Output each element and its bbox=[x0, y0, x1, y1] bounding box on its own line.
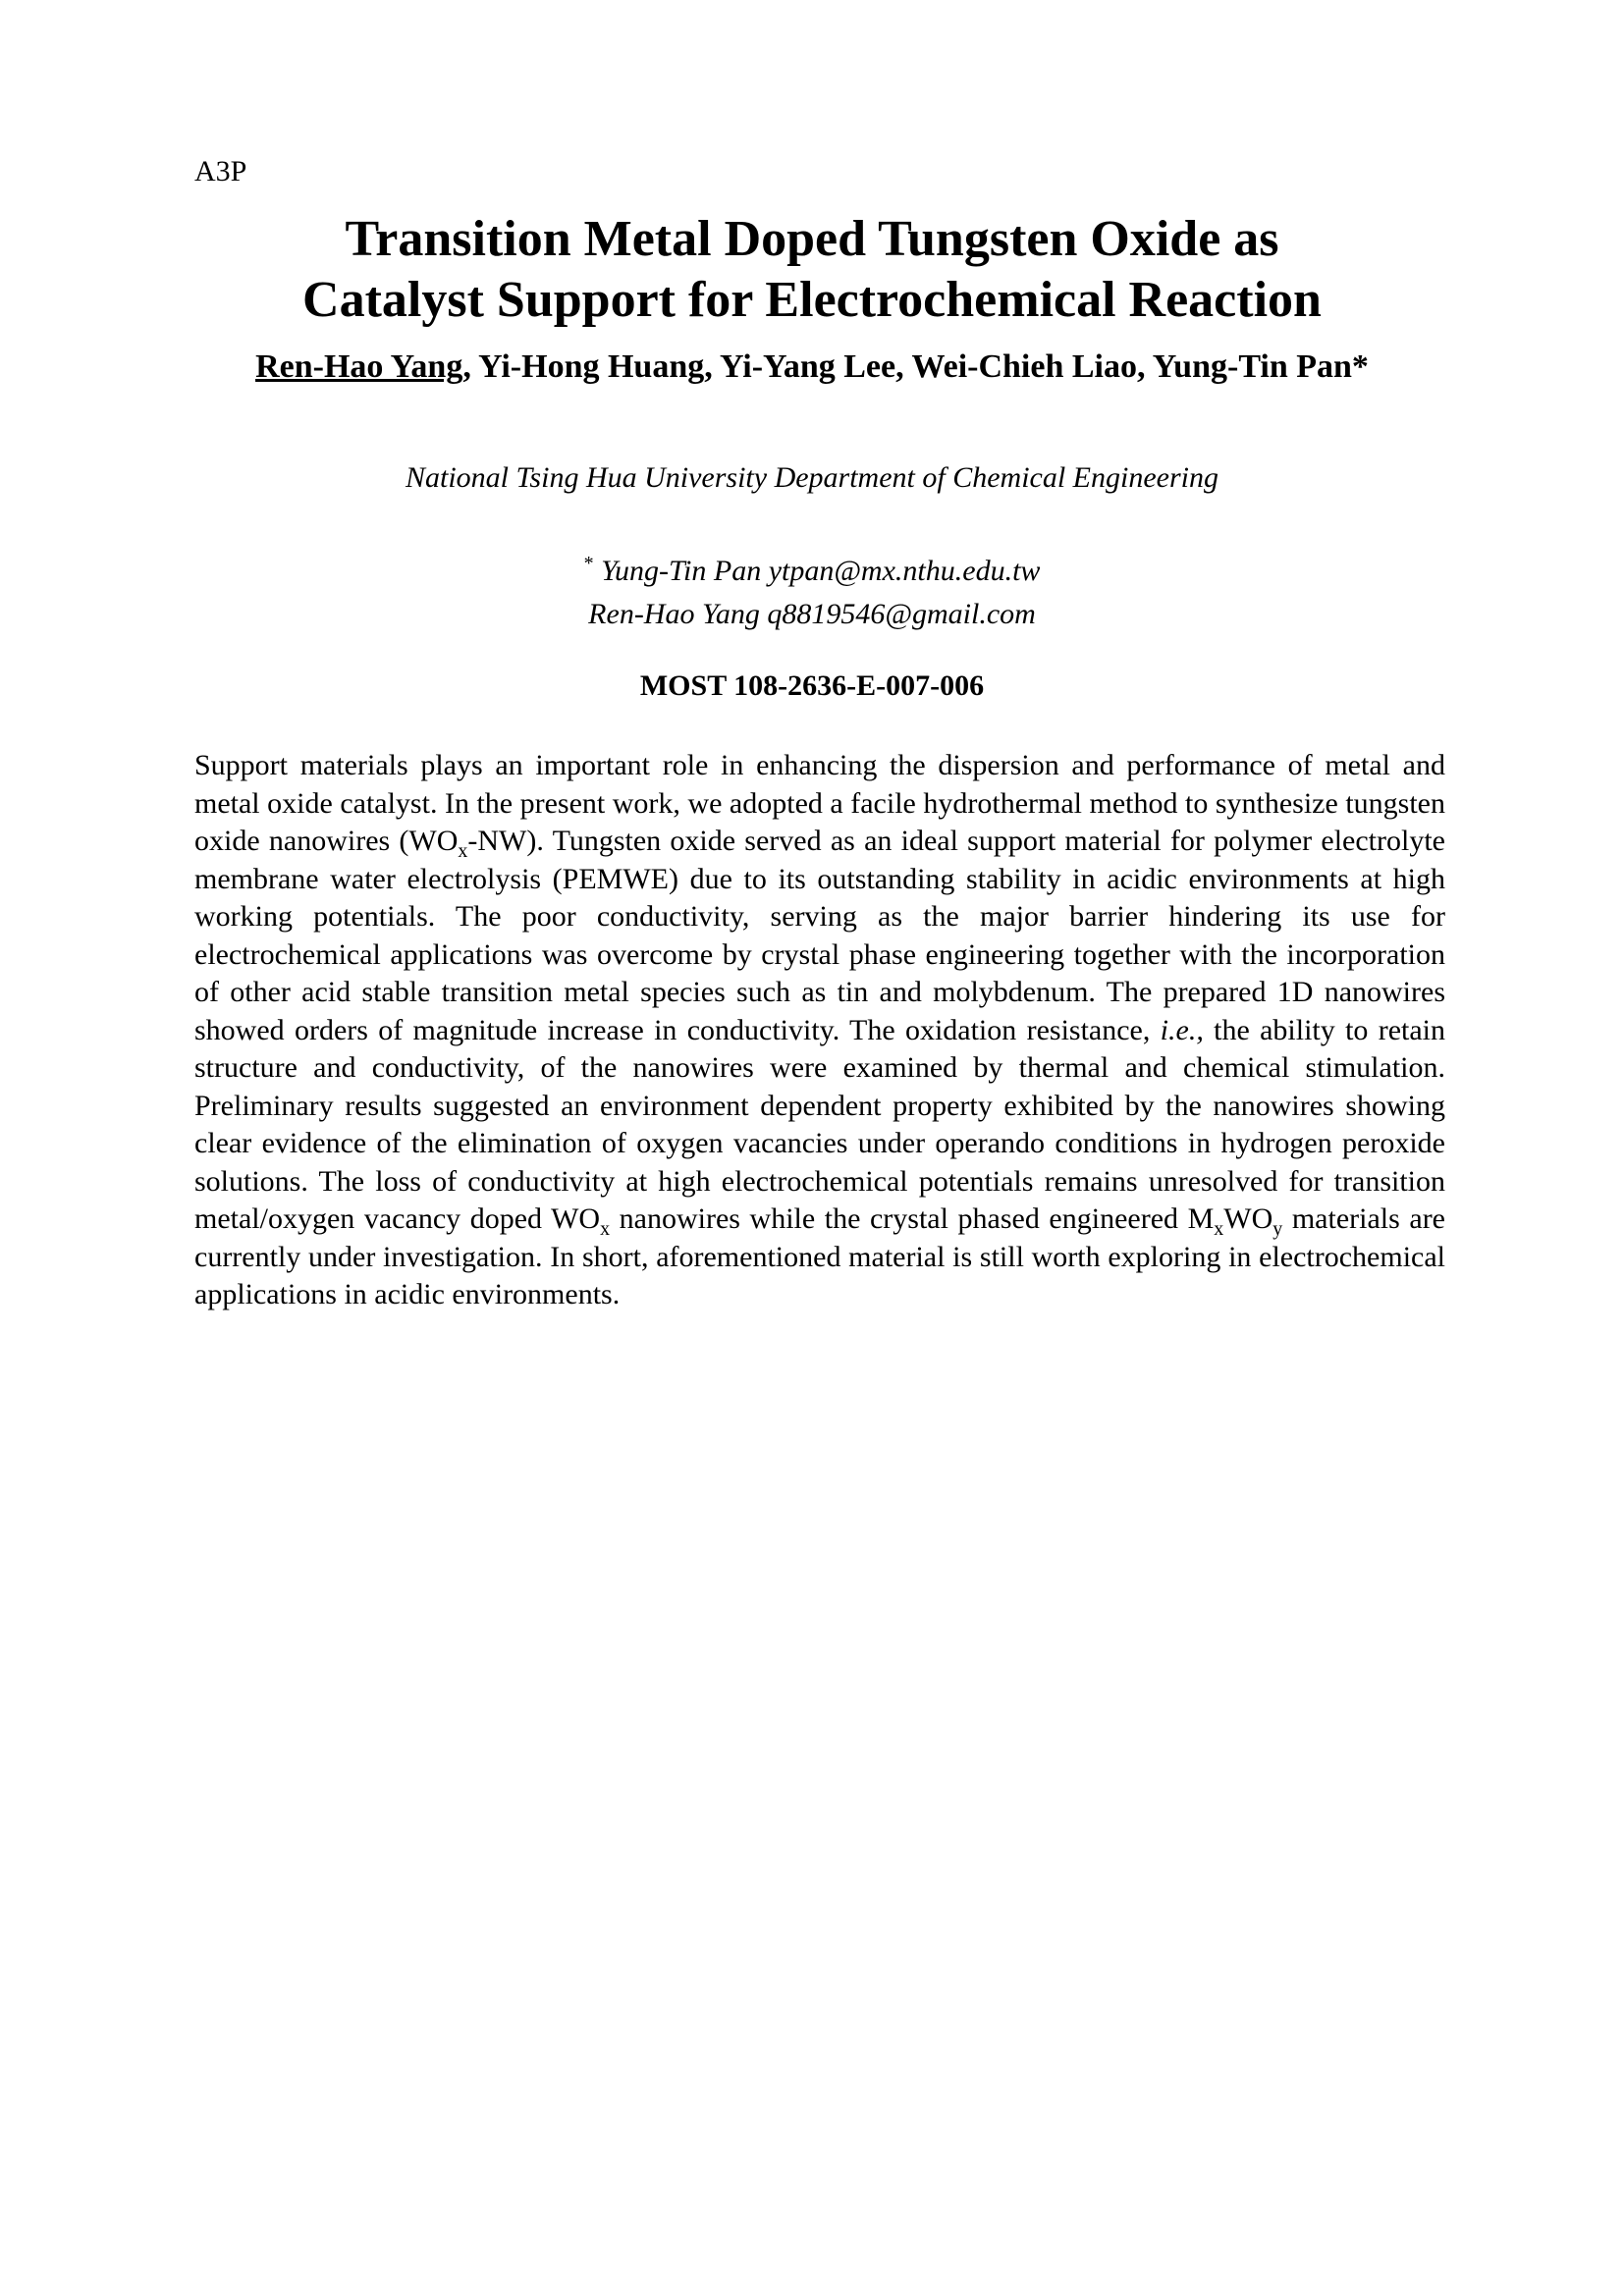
title-line-1: Transition Metal Doped Tungsten Oxide as bbox=[345, 211, 1279, 267]
paper-code: A3P bbox=[194, 155, 247, 187]
subscript: y bbox=[1272, 1218, 1283, 1240]
presenting-author: Ren-Hao Yang bbox=[255, 348, 463, 385]
corresponding-mark: * bbox=[1351, 348, 1369, 385]
co-authors: , Yi-Hong Huang, Yi-Yang Lee, Wei-Chieh Liao, Yung-Tin Pan bbox=[462, 348, 1352, 385]
abstract-text bbox=[194, 747, 1445, 1314]
abstract-part: the ability to retain structure and conductivity, of the nanowires were examined by thermal and chemical stimulation. Preliminary results suggested an environment dependent property exhibited by the nanowires showing clear evidence of the elimination of oxygen vacancies under operando conditions in hydrogen peroxide solutions. The loss of conductivity at high electrochemical potentials remains unresolved for transition metal/oxygen vacancy doped WO bbox=[194, 1013, 1446, 1235]
contact-line-2: Ren-Hao Yang q8819546@gmail.com bbox=[588, 598, 1036, 630]
contact-line-1 bbox=[194, 542, 1430, 593]
abstract-part: -NW). Tungsten oxide served as an ideal support material for polymer electrolyte membrane water electrolysis (PEMWE) due to its outstanding stability in acidic environments at high working potentials. The poor conductivity, serving as the major barrier hindering its use for electrochemical applications was overcome by crystal phase engineering together with the incorporation of other acid stable transition metal species such as tin and molybdenum. The prepared 1D nanowires showed orders of magnitude increase in conductivity. The oxidation resistance, bbox=[194, 825, 1445, 1046]
abstract-part: WO bbox=[1223, 1202, 1273, 1235]
title-line-2: Catalyst Support for Electrochemical Reaction bbox=[302, 272, 1322, 328]
affiliation: National Tsing Hua University Department of Chemical Engineering bbox=[405, 461, 1218, 494]
grant-number: MOST 108-2636-E-007-006 bbox=[639, 669, 985, 702]
contact-block bbox=[194, 542, 1430, 636]
contact-corresponding: Yung-Tin Pan ytpan@mx.nthu.edu.tw bbox=[593, 555, 1041, 587]
paper-title bbox=[147, 209, 1477, 331]
abstract-part: Support materials plays an important role in enhancing the dispersion and performance of metal and metal oxide catalyst. In the present work, we adopted a facile hydrothermal method to synthesize tungsten oxide nanowires (WO bbox=[194, 749, 1445, 857]
abstract-italic: i.e., bbox=[1160, 1013, 1204, 1046]
author-list bbox=[194, 347, 1430, 387]
subscript: x bbox=[458, 840, 468, 862]
contact-mark: * bbox=[583, 553, 594, 574]
abstract-part: nanowires while the crystal phased engineered M bbox=[610, 1202, 1215, 1235]
abstract-part: materials are currently under investigation. In short, aforementioned material is still worth exploring in electrochemical applications in acidic environments. bbox=[194, 1202, 1446, 1310]
subscript: x bbox=[600, 1218, 611, 1240]
subscript: x bbox=[1214, 1218, 1224, 1240]
